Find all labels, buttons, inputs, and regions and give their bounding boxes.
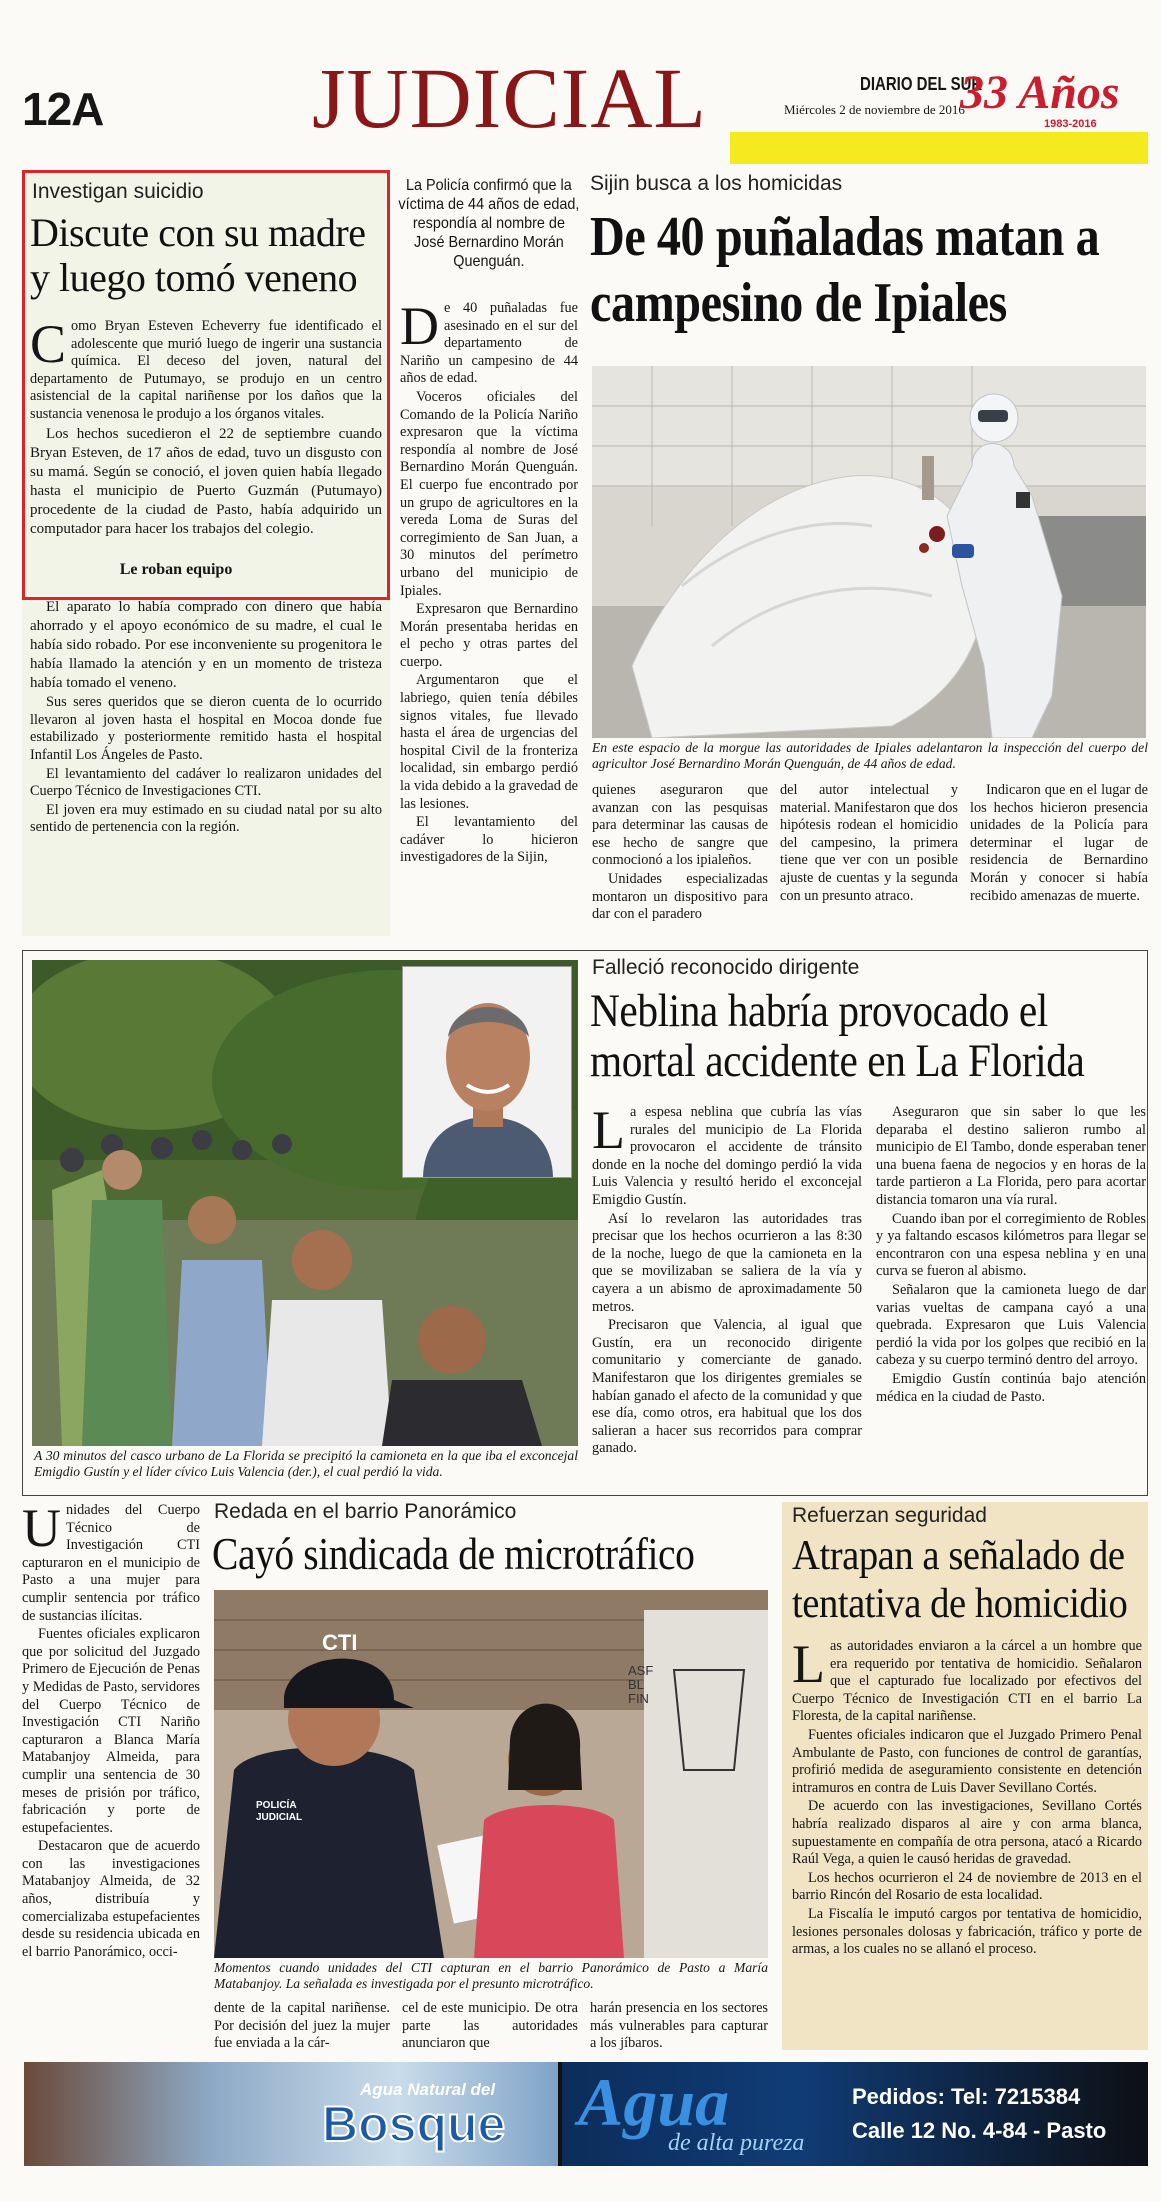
story1-subhead: Le roban equipo bbox=[119, 560, 233, 578]
morgue-caption: En este espacio de la morgue las autoridades de Ipiales adelantaron la inspección del cuerpo del agricultor José Bernardino Morán Quenguán, de 44 años de edad. bbox=[592, 740, 1148, 771]
ad-address: Calle 12 No. 4-84 - Pasto bbox=[852, 2118, 1107, 2143]
story2-lead: La Policía confirmó que la víctima de 44 años de edad, respondía al nombre de José Bernardino Morán Quenguán. bbox=[398, 177, 580, 270]
dropcap: L bbox=[792, 1634, 825, 1694]
story4-col-left: Unidades del Cuerpo Técnico de Investigación CTI capturaron en el municipio de Pasto a una mujer para cumplir sentencia por tráfico de sustancias ilícitas. Fuentes oficiales explicaron que por solicitud del Juzgado Primero de Ejecución de Penas y Medidas de Pasto, servidores del Cuerpo Técnico de Investigación CTI Nariño capturaron a Blanca María Matabanjoy Almeida, para cumplir una sentencia de 30 meses de prisión por tráfico, fabricación y porte de estupefacientes. Destacaron que de acuerdo con las investigaciones Matabanjoy Almeida, de 32 años, distribuía y comercializaba estupefacientes desde su residencia ubicada en el barrio Panorámico, occi- bbox=[22, 1498, 200, 1960]
vest-text: POLICÍA JUDICIAL bbox=[256, 1800, 303, 1823]
ad-brand: Bosque bbox=[322, 2096, 506, 2152]
ad-tagline: de alta pureza bbox=[668, 2130, 805, 2156]
ad-phone: Pedidos: Tel: 7215384 bbox=[852, 2084, 1081, 2109]
victim-portrait bbox=[402, 966, 572, 1178]
story1-kicker: Investigan suicidio bbox=[32, 180, 204, 203]
story1-body: Como Bryan Esteven Echeverry fue identificado el adolescente que murió luego de ingerir una sustancia química. El deceso del joven, natural del departamento de Putumayo, se produjo en un centro asistencial de la capital nariñense por los daños que la sustancia venenosa le produjo a los órganos vitales. Los hechos sucedieron el 22 de septiembre cuando Bryan Esteven, de 17 años de edad, tuvo un disgusto con su mamá. Según se conoció, el joven quien había llegado hasta el municipio de Puerto Guzmán (Putumayo) procedente de la ciudad de Pasto, había adquirido un computador para hacer los trabajos del colegio. Le roban equipo El aparato lo había comprado con dinero que había ahorrado y el apoyo económico de su madre, el cual le había sido robado. Por ese inconveniente su progenitora le había llamado la atención y en un momento de tristeza había tomado el veneno. Sus seres queridos que se dieron cuenta de lo ocurrido llevaron al joven hasta el hospital en Mocoa donde fue estabilizado y posteriormente remitido hasta el hospital Infantil Los Ángeles de Pasto. El levantamiento del cadáver lo realizaron unidades del Cuerpo Técnico de Investigaciones CTI. El joven era muy estimado en su ciudad natal por su alto sentido de pertenencia con la región. bbox=[30, 318, 382, 838]
section-title: JUDICIAL bbox=[312, 50, 707, 146]
story5-kicker: Refuerzan seguridad bbox=[792, 1504, 987, 1527]
story5-headline: Atrapan a señalado de tentativa de homicidio bbox=[792, 1533, 1128, 1627]
dropcap: L bbox=[592, 1100, 625, 1160]
page-number: 12A bbox=[22, 83, 104, 135]
story4-col-b1: dente de la capital nariñense. Por decisión del juez la mujer fue enviada a la cár- bbox=[214, 2000, 390, 2052]
story4-col-b3: harán presencia en los sectores más vulnerables para capturar a los jíbaros. bbox=[590, 2000, 768, 2052]
anniversary-logo: 33 Años bbox=[960, 66, 1120, 119]
story2-col-c: Indicaron que en el lugar de los hechos hicieron presencia unidades de la Policía para determinar el lugar de residencia de Bernardino Morán y conocer si había recibido amenazas de muerte. bbox=[970, 782, 1148, 904]
anniversary-years: 1983-2016 bbox=[1044, 118, 1097, 130]
dropcap: C bbox=[30, 314, 67, 374]
arrest-photo bbox=[214, 1590, 768, 1958]
story1-headline: Discute con su madre y luego tomó veneno bbox=[30, 210, 366, 300]
story4-headline: Cayó sindicada de microtráfico bbox=[212, 1528, 695, 1579]
yellow-band bbox=[730, 132, 1148, 164]
cap-badge: CTI bbox=[322, 1630, 358, 1655]
story2-kicker: Sijin busca a los homicidas bbox=[590, 172, 843, 195]
dropcap: D bbox=[400, 296, 439, 356]
story3-col-b: Aseguraron que sin saber lo que les deparaba el destino salieron rumbo al municipio de El Tambo, donde esperaban tener una buena faena de negocios y en horas de la tarde partieron a La Florida, pero para acortar distancia tomaron una vía rural. Cuando iban por el corregimiento de Robles y ya faltando escasos kilómetros para llegar se encontraron con una espesa neblina y en una curva se fueron al abismo. Señalaron que la camioneta luego de dar varias vueltas de campana cayó a una quebrada. Expresaron que Luis Valencia perdió la vida por los golpes que recibió en la cabeza y su cuerpo terminó dentro del arroyo. Emigdio Gustín continúa bajo atención médica en la ciudad de Pasto. bbox=[876, 1104, 1146, 1405]
header-date: Miércoles 2 de noviembre de 2016 bbox=[784, 102, 965, 117]
story2-headline: De 40 puñaladas matan a campesino de Ipiales bbox=[590, 206, 1100, 334]
story2-col-a: quienes aseguraron que avanzan con las pesquisas para determinar las causas de ese hecho de sangre que conmocionó a los ipialeños. Unidades especializadas montaron un dispositivo para dar con el paradero bbox=[592, 782, 768, 923]
morgue-photo bbox=[592, 366, 1146, 738]
story5-body: Las autoridades enviaron a la cárcel a un hombre que era requerido por tentativa de homicidio. Señalaron que el capturado fue localizado por efectivos del Cuerpo Técnico de Investigación CTI en el barrio La Floresta, de la capital nariñense. Fuentes oficiales indicaron que el Juzgado Primero Penal Ambulante de Pasto, con funciones de control de garantías, profirió medida de aseguramiento consistente en detención intramuros en contra de Luis Daver Sevillano Cortés. De acuerdo con las investigaciones, Sevillano Cortés habría realizado disparos al aire y con arma blanca, supuestamente en compañía de otra persona, atacó a Ricardo Raúl Vega, a quien le causó heridas de gravedad. Los hechos ocurrieron el 24 de noviembre de 2013 en el barrio Rincón del Rosario de esta localidad. La Fiscalía le imputó cargos por tentativa de homicidio, lesiones personales dolosas y fabricación, tráfico y porte de armas, a los cuales no se allanó el proceso. bbox=[792, 1634, 1142, 1958]
story4-col-b2: cel de este municipio. De otra parte las autoridades anunciaron que bbox=[402, 2000, 578, 2052]
paper-name: DIARIO DEL SUR bbox=[860, 74, 983, 95]
story2-col-b: del autor intelectual y material. Manifestaron que dos hipótesis rodean el homicidio del campesino, la primera tiene que ver con un posible ajuste de cuentas y la segunda con un presunto atraco. bbox=[780, 782, 958, 904]
ad-agua: Agua bbox=[578, 2064, 730, 2140]
ad-small: Agua Natural del bbox=[360, 2080, 496, 2099]
story2-body: De 40 puñaladas fue asesinado en el sur del departamento de Nariño un campesino de 44 años de edad. Voceros oficiales del Comando de la Policía Nariño expresaron que la víctima respondía al nombre de José Bernardino Morán Quenguán. El cuerpo fue encontrado por un grupo de agricultores en la vereda Loma de Suras del corregimiento de San Juan, a 30 minutos del perímetro urbano del municipio de Ipiales. Expresaron que Bernardino Morán presentaba heridas en el pecho y otras partes del cuerpo. Argumentaron que el labriego, quien tenía débiles signos vitales, fue llevado hasta el área de urgencias del hospital Civil de la fronteriza localidad, sin embargo perdió la vida debido a la gravedad de las lesiones. El levantamiento del cadáver lo hicieron investigadores de la Sijin, bbox=[400, 296, 578, 866]
wall-graffiti: ASF BL FIN bbox=[628, 1663, 654, 1706]
story3-headline: Neblina habría provocado el mortal accidente en La Florida bbox=[590, 985, 1085, 1087]
story4-kicker: Redada en el barrio Panorámico bbox=[214, 1500, 517, 1523]
story3-kicker: Falleció reconocido dirigente bbox=[592, 956, 860, 979]
arrest-caption: Momentos cuando unidades del CTI capturan en el barrio Panorámico de Pasto a María Matabanjoy. La señalada es investigada por el presunto microtráfico. bbox=[214, 1960, 768, 1991]
dropcap: U bbox=[22, 1498, 61, 1558]
story3-col-a: La espesa neblina que cubría las vías rurales del municipio de La Florida provocaron el accidente de tránsito donde en la noche del domingo perdió la vida Luis Valencia y resultó herido el exconcejal Emigdio Gustín. Así lo revelaron las autoridades tras precisar que los hechos ocurrieron a las 8:30 de la noche, luego de que la camioneta en la que se movilizaban se saliera de la vía y cayera a un abismo de aproximadamente 50 metros. Precisaron que Valencia, al igual que Gustín, era un reconocido dirigente comunitario y comerciante de ganado. Manifestaron que los dirigentes gremiales se habían ganado el afecto de la comunidad y que ese día, como otros, era habitual que los dos salieran a hacer sus recorridos para comprar ganado. bbox=[592, 1100, 862, 1457]
accident-caption: A 30 minutos del casco urbano de La Florida se precipitó la camioneta en la que iba el exconcejal Emigdio Gustín y el líder cívico Luis Valencia (der.), el cual perdió la vida. bbox=[34, 1448, 578, 1479]
